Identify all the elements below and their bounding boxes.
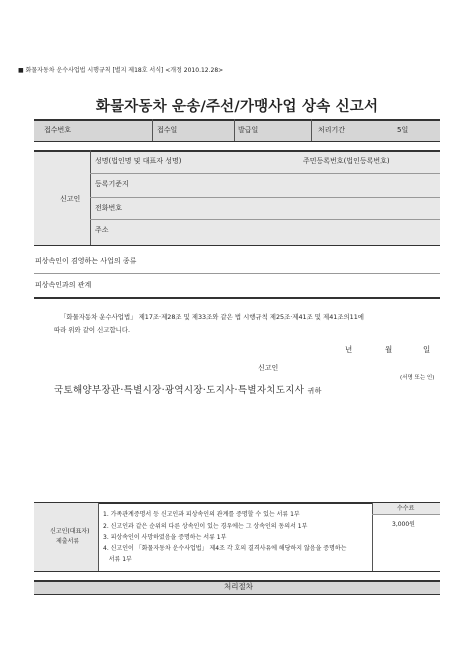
statement-line-1: 「화물자동차 운수사업법」 제17조·제28조 및 제33조와 같은 법 시행규칙 제25조·제41조 및 제41조의11에: [60, 313, 364, 321]
signature-or-seal-note: (서명 또는 인): [400, 375, 435, 381]
document-item: 서류 1부: [103, 556, 132, 563]
processing-period-label: 처리기간: [318, 126, 346, 134]
issue-date-label: 발급일: [238, 126, 259, 134]
date-year-label: 년: [345, 345, 353, 354]
authority-suffix: 귀하: [307, 387, 322, 395]
reporter-signature-label: 신고인: [258, 364, 279, 372]
procedure-label: 처리절차: [224, 582, 253, 591]
authority-names: 국토해양부장관·특별시장·광역시장·도지사·특별자치도지사: [54, 385, 305, 396]
date-month-label: 월: [385, 345, 393, 354]
page-title: 화물자동차 운송/주선/가맹사업 상속 신고서: [95, 99, 379, 115]
documents-label-line-2: 제출서류: [56, 538, 80, 545]
date-day-label: 일: [423, 345, 431, 354]
form-reference: 화물자동차 운수사업법 시행규칙 [별지 제18호 서식] <개정 2010.12.28>: [25, 67, 224, 74]
reporter-section-label: 신고인: [60, 195, 81, 203]
deceased-relation-field[interactable]: 피상속인과의 관계: [35, 281, 92, 289]
phone-number-field[interactable]: 전화번호: [95, 204, 123, 212]
resident-number-field[interactable]: 주민등록번호(법인등록번호): [303, 157, 390, 165]
recipient-authority: [54, 386, 322, 396]
registration-base-field[interactable]: 등록기준지: [95, 180, 129, 188]
document-item: 1. 가족관계증명서 등 신고인과 피상속인의 관계를 증명할 수 있는 서류 1부: [103, 511, 300, 518]
document-item: 2. 신고인과 같은 순위의 다른 상속인이 있는 경우에는 그 상속인의 동의서 1부: [103, 523, 308, 530]
deceased-business-type-field[interactable]: 피상속인이 겸영하는 사업의 종류: [35, 257, 137, 265]
processing-period-value: 5일: [397, 126, 409, 134]
address-field[interactable]: 주소: [95, 226, 109, 234]
fee-label: 수수료: [397, 505, 415, 512]
bullet-icon: ■: [18, 67, 24, 74]
document-item: 4. 신고인이 「화물자동차 운수사업법」 제4조 각 호의 결격사유에 해당하지 않음을 증명하는: [103, 545, 347, 552]
documents-label-line-1: 신고인(대표자): [50, 528, 90, 535]
reporter-name-field[interactable]: 성명(법인명 및 대표자 성명): [95, 157, 182, 165]
form-header-note: [18, 66, 223, 75]
fee-value: 3,000원: [392, 521, 415, 528]
receipt-date-label: 접수일: [157, 126, 178, 134]
document-item: 3. 피상속인이 사망하였음을 증명하는 서류 1부: [103, 534, 227, 541]
receipt-number-label: 접수번호: [44, 126, 72, 134]
receipt-row: [34, 119, 440, 141]
statement-line-2: 따라 위와 같이 신고합니다.: [54, 326, 131, 334]
